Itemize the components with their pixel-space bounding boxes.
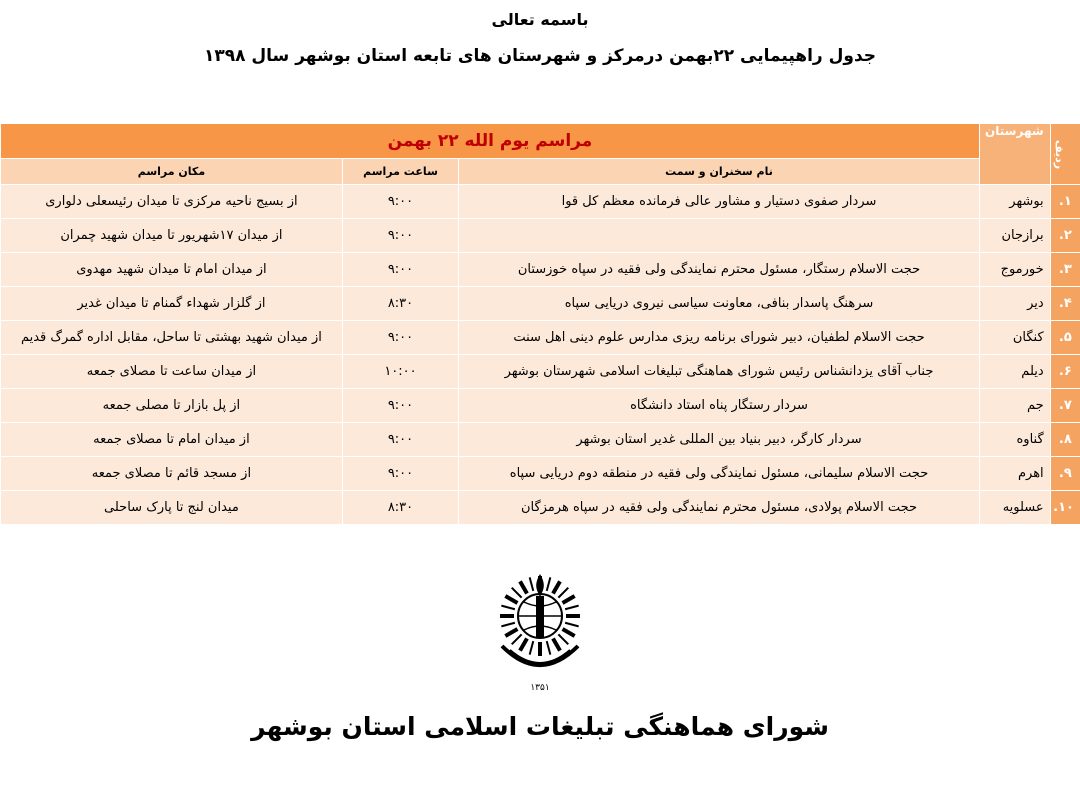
row-city: گناوه bbox=[979, 423, 1050, 457]
row-time: ۹:۰۰ bbox=[342, 253, 458, 287]
header-city: شهرستان bbox=[979, 124, 1050, 185]
row-city: جم bbox=[979, 389, 1050, 423]
emblem-year: ۱۳۵۱ bbox=[530, 683, 550, 693]
row-index: ۸. bbox=[1050, 423, 1080, 457]
header-venue: مکان مراسم bbox=[0, 159, 342, 185]
schedule-table bbox=[0, 124, 1080, 525]
row-city: اهرم bbox=[979, 457, 1050, 491]
row-city: بوشهر bbox=[979, 185, 1050, 219]
table-row bbox=[0, 321, 1080, 355]
table-row bbox=[0, 253, 1080, 287]
row-time: ۹:۰۰ bbox=[342, 457, 458, 491]
row-venue: از میدان ساعت تا مصلای جمعه bbox=[0, 355, 342, 389]
row-venue: از میدان ۱۷شهریور تا میدان شهید چمران bbox=[0, 219, 342, 253]
row-index: ۶. bbox=[1050, 355, 1080, 389]
header-time: ساعت مراسم bbox=[342, 159, 458, 185]
row-time: ۹:۰۰ bbox=[342, 389, 458, 423]
row-speaker: سردار کارگر، دبیر بنیاد بین المللی غدیر استان بوشهر bbox=[458, 423, 979, 457]
row-city: برازجان bbox=[979, 219, 1050, 253]
row-index: ۱۰. bbox=[1050, 491, 1080, 525]
row-speaker: سرهنگ پاسدار بنافی، معاونت سیاسی نیروی دریایی سپاه bbox=[458, 287, 979, 321]
row-index: ۷. bbox=[1050, 389, 1080, 423]
row-time: ۹:۰۰ bbox=[342, 321, 458, 355]
row-venue: از پل بازار تا مصلی جمعه bbox=[0, 389, 342, 423]
row-city: خورموج bbox=[979, 253, 1050, 287]
row-speaker: سردار رستگار پناه استاد دانشگاه bbox=[458, 389, 979, 423]
row-venue: از میدان امام تا مصلای جمعه bbox=[0, 423, 342, 457]
row-speaker: حجت الاسلام سلیمانی، مسئول نمایندگی ولی فقیه در منطقه دوم دریایی سپاه bbox=[458, 457, 979, 491]
table-row bbox=[0, 219, 1080, 253]
row-speaker bbox=[458, 219, 979, 253]
row-venue: از میدان شهید بهشتی تا ساحل، مقابل اداره گمرگ قدیم bbox=[0, 321, 342, 355]
table-body bbox=[0, 185, 1080, 525]
row-speaker: جناب آقای یزدانشناس رئیس شورای هماهنگی تبلیغات اسلامی شهرستان بوشهر bbox=[458, 355, 979, 389]
row-time: ۸:۳۰ bbox=[342, 287, 458, 321]
row-index: ۳. bbox=[1050, 253, 1080, 287]
row-index: ۹. bbox=[1050, 457, 1080, 491]
row-city: دیر bbox=[979, 287, 1050, 321]
row-venue: میدان لنج تا پارک ساحلی bbox=[0, 491, 342, 525]
row-venue: از مسجد قائم تا مصلای جمعه bbox=[0, 457, 342, 491]
row-venue: از بسیج ناحیه مرکزی تا میدان رئیسعلی دلواری bbox=[0, 185, 342, 219]
row-time: ۹:۰۰ bbox=[342, 423, 458, 457]
table-row bbox=[0, 491, 1080, 525]
row-venue: از گلزار شهداء گمنام تا میدان غدیر bbox=[0, 287, 342, 321]
row-city: دیلم bbox=[979, 355, 1050, 389]
row-time: ۸:۳۰ bbox=[342, 491, 458, 525]
row-time: ۹:۰۰ bbox=[342, 185, 458, 219]
row-speaker: حجت الاسلام رستگار، مسئول محترم نمایندگی ولی فقیه در سپاه خوزستان bbox=[458, 253, 979, 287]
header-index: ردیف bbox=[1050, 124, 1080, 185]
header-ceremony-title: مراسم یوم الله ۲۲ بهمن bbox=[0, 124, 979, 159]
row-venue: از میدان امام تا میدان شهید مهدوی bbox=[0, 253, 342, 287]
row-speaker: حجت الاسلام پولادی، مسئول محترم نمایندگی ولی فقیه در سپاه هرمزگان bbox=[458, 491, 979, 525]
row-speaker: سردار صفوی دستیار و مشاور عالی فرمانده معظم کل قوا bbox=[458, 185, 979, 219]
row-city: عسلویه bbox=[979, 491, 1050, 525]
row-time: ۹:۰۰ bbox=[342, 219, 458, 253]
row-index: ۴. bbox=[1050, 287, 1080, 321]
header-bismillah: باسمه تعالی bbox=[491, 10, 589, 29]
table-row bbox=[0, 389, 1080, 423]
table-row bbox=[0, 457, 1080, 491]
header-speaker: نام سخنران و سمت bbox=[458, 159, 979, 185]
row-index: ۱. bbox=[1050, 185, 1080, 219]
row-index: ۵. bbox=[1050, 321, 1080, 355]
row-index: ۲. bbox=[1050, 219, 1080, 253]
footer-organization-title: شورای هماهنگی تبلیغات اسلامی استان بوشهر bbox=[251, 712, 829, 741]
table-row bbox=[0, 287, 1080, 321]
row-speaker: حجت الاسلام لطفیان، دبیر شورای برنامه ریزی مدارس علوم دینی اهل سنت bbox=[458, 321, 979, 355]
table-row bbox=[0, 355, 1080, 389]
organization-emblem-icon bbox=[478, 566, 602, 694]
table-row bbox=[0, 185, 1080, 219]
row-time: ۱۰:۰۰ bbox=[342, 355, 458, 389]
table-row bbox=[0, 423, 1080, 457]
row-city: کنگان bbox=[979, 321, 1050, 355]
document-title: جدول راهپیمایی ۲۲بهمن درمرکز و شهرستان های تابعه استان بوشهر سال ۱۳۹۸ bbox=[203, 46, 877, 66]
